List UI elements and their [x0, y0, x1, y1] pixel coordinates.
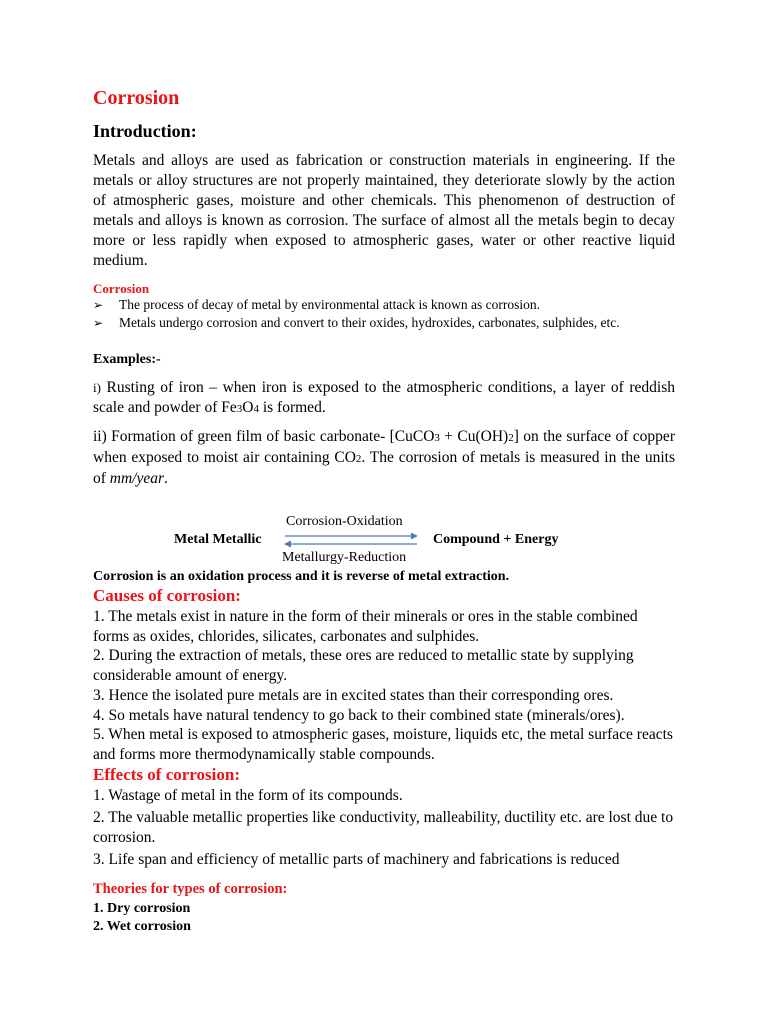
- example-green-film: ii) Formation of green film of basic carbonate- [CuCO3 + Cu(OH)2] on the surface of copper when exposed to moist air containing CO2. The corrosion of metals is measured in the units of mm/year.: [93, 428, 675, 487]
- introduction-paragraph: Metals and alloys are used as fabrication or construction materials in engineering. If the metals or alloy structures are not properly maintained, they deteriorate slowly by the action of atmospheric gases, moisture and other chemicals. This phenomenon of destruction of metals and alloys is known as corrosion. The surface of almost all the metals begin to decay more or less rapidly when exposed to atmospheric gases, water or other reactive liquid medium.: [93, 152, 675, 269]
- arrow-bullet-icon: ➢: [93, 316, 104, 330]
- introduction-heading: Introduction:: [93, 121, 197, 141]
- list-item: 1. Dry corrosion: [93, 901, 191, 916]
- effects-heading: Effects of corrosion:: [93, 765, 240, 784]
- examples-label: Examples:-: [93, 352, 161, 367]
- reaction-summary: Corrosion is an oxidation process and it is reverse of metal extraction.: [93, 569, 510, 584]
- list-item: 5. When metal is exposed to atmospheric gases, moisture, liquids etc, the metal surface reacts and forms more thermodynamically stable compounds.: [93, 726, 673, 763]
- list-item: 4. So metals have natural tendency to go back to their combined state (minerals/ores).: [93, 706, 625, 724]
- list-item: 1. Wastage of metal in the form of its compounds.: [93, 787, 403, 804]
- theories-list: [93, 900, 191, 936]
- list-item: ➢ The process of decay of metal by environmental attack is known as corrosion.: [93, 297, 540, 312]
- page-title: Corrosion: [93, 87, 180, 109]
- reaction-product: Compound + Energy: [433, 532, 559, 547]
- list-item: 2. During the extraction of metals, these ores are reduced to metallic state by supplying considerable amount of energy.: [93, 647, 634, 685]
- reaction-forward-label: Corrosion-Oxidation: [286, 514, 403, 529]
- causes-list: [93, 607, 675, 765]
- example-rusting: i) Rusting of iron – when iron is exposed to the atmospheric conditions, a layer of reddish scale and powder of Fe3O4 is formed.: [93, 379, 675, 416]
- list-item: 2. Wet corrosion: [93, 919, 191, 934]
- causes-heading: Causes of corrosion:: [93, 586, 241, 605]
- list-item: 3. Hence the isolated pure metals are in excited states than their corresponding ores.: [93, 686, 614, 704]
- list-item: ➢ Metals undergo corrosion and convert to their oxides, hydroxides, carbonates, sulphides, etc.: [93, 315, 620, 330]
- theories-heading: Theories for types of corrosion:: [93, 881, 288, 897]
- arrow-bullet-icon: ➢: [93, 298, 104, 312]
- list-item: 2. The valuable metallic properties like conductivity, malleability, ductility etc. are lost due to corrosion.: [93, 808, 674, 846]
- corrosion-subheading: Corrosion: [93, 281, 150, 296]
- list-item: 3. Life span and efficiency of metallic parts of machinery and fabrications is reduced: [93, 850, 620, 868]
- definition-list: [93, 296, 675, 332]
- effects-list: [93, 786, 675, 871]
- list-item: 1. The metals exist in nature in the form of their minerals or ores in the stable combined forms as oxides, chlorides, silicates, carbonates and sulphides.: [93, 608, 638, 645]
- reaction-reverse-label: Metallurgy-Reduction: [282, 550, 407, 565]
- equilibrium-arrows-icon: [283, 530, 419, 550]
- reaction-reactant: Metal Metallic: [174, 532, 262, 547]
